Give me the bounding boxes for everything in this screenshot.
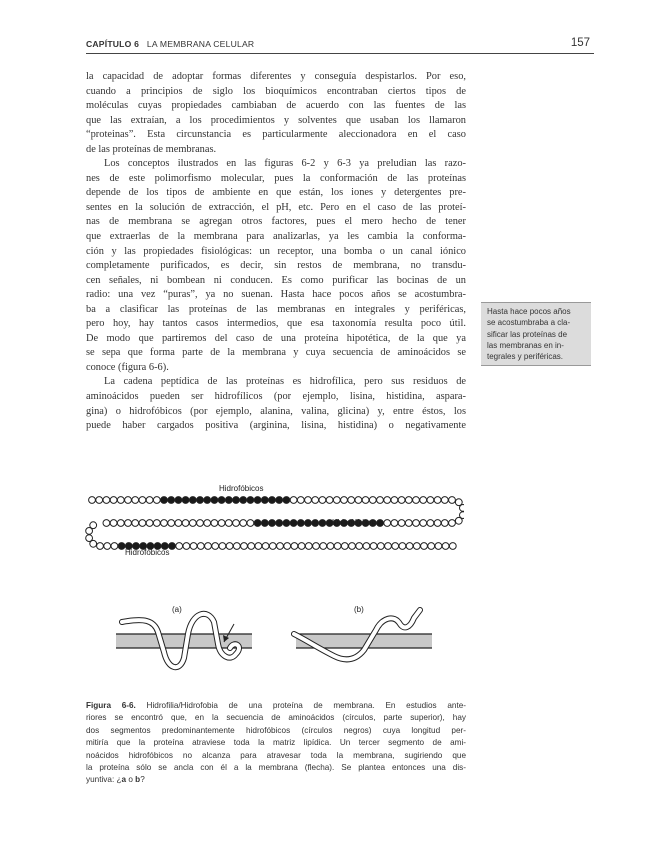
text-line: pero hoy, hay tantos casos intermedios, que esa taxonomía resulta poco útil. (86, 318, 466, 330)
residue (428, 543, 435, 550)
residue (384, 520, 391, 527)
residue (110, 520, 117, 527)
residue (312, 497, 319, 504)
chapter-label: CAPÍTULO 6 (86, 39, 140, 49)
residue (125, 497, 132, 504)
text-line: se sepa que forma parte de la membrana y cuya secuencia de aminoácidos se (86, 347, 466, 359)
hydrophobic-residue (269, 520, 276, 527)
chapter-heading (86, 39, 254, 49)
hydrophobic-residue (211, 497, 218, 504)
residue (398, 497, 405, 504)
residue (298, 543, 305, 550)
text-line: sentes en la solución de extracción, el pH, etc. Pero en el caso de las proteí- (86, 201, 466, 213)
residue (441, 520, 448, 527)
residue (449, 497, 456, 504)
residue (370, 543, 377, 550)
caption-label: Figura 6-6. (86, 701, 136, 710)
panel-b-diagram (294, 610, 432, 659)
residue (369, 497, 376, 504)
hydrophobic-residue (254, 520, 261, 527)
text-line: cuando a principios de siglo los bioquímicos encontraban ciertos tipos de (86, 85, 466, 97)
hydrophobic-residue (118, 543, 125, 550)
panel-a-label: (a) (172, 605, 182, 614)
text-line: Los conceptos ilustrados en las figuras 6-2 y 6-3 ya preludian las razo- (104, 158, 466, 170)
residue (204, 520, 211, 527)
amino-acid-chain (86, 497, 464, 550)
caption-question-prefix: yuntiva: ¿ (86, 775, 122, 785)
hydrophobic-residue (182, 497, 189, 504)
margin-note-line: las membranas en in- (487, 340, 564, 350)
residue (269, 543, 276, 550)
residue (86, 528, 93, 535)
caption-line: la proteína sólo se ancla con él a la membrana (flecha). Se plantea entonces una dis- (86, 763, 466, 773)
hydrophobic-residue (233, 497, 240, 504)
option-b: b (135, 775, 141, 785)
caption-text: Hidrofilia/Hidrofobia de una proteína de membrana. En estudios ante- (146, 701, 466, 710)
residue (297, 497, 304, 504)
residue (117, 497, 124, 504)
residue (355, 497, 362, 504)
hydrophobic-label-bottom: Hidrofóbicos (125, 548, 170, 557)
text-line: ción y las propiedades fisiológicas: un receptor, una bomba o un canal iónico (86, 245, 466, 257)
residue (212, 543, 219, 550)
caption-question-end: ? (140, 775, 145, 785)
figure-caption (86, 700, 466, 787)
hydrophobic-residue (261, 497, 268, 504)
residue (197, 543, 204, 550)
margin-note (481, 302, 591, 366)
hydrophobic-residue (168, 497, 175, 504)
caption-line: noácidos hidrofóbicos no alcanza para atravesar toda la membrana, sugiriendo que (86, 750, 466, 760)
hydrophobic-residue (276, 497, 283, 504)
hydrophobic-residue (283, 497, 290, 504)
hydrophobic-residue (161, 497, 168, 504)
page-number: 157 (570, 37, 590, 49)
residue (391, 520, 398, 527)
panel-a-diagram (116, 614, 252, 667)
hydrophobic-residue (297, 520, 304, 527)
residue (104, 543, 111, 550)
text-line: moléculas cuyas propiedades cambiaban de acuerdo con las fuentes de las (86, 100, 466, 112)
hydrophobic-residue (377, 520, 384, 527)
running-header (86, 37, 594, 53)
residue (405, 520, 412, 527)
residue (146, 520, 153, 527)
residue (284, 543, 291, 550)
hydrophobic-residue (283, 520, 290, 527)
text-line: ba a clasificar las proteínas de las membranas en integrales y periféricas, (86, 303, 466, 315)
margin-note-line: tegrales y periféricas. (487, 352, 564, 362)
caption-line: mitiría que la proteína atraviese toda la matriz lipídica. Un tercer segmento de ami- (86, 738, 466, 748)
hydrophobic-label-middle: Hidrofóbicos (332, 518, 377, 527)
residue (96, 497, 103, 504)
residue (449, 543, 456, 550)
residue (139, 520, 146, 527)
residue (183, 543, 190, 550)
residue (277, 543, 284, 550)
hydrophobic-residue (197, 497, 204, 504)
residue (240, 520, 247, 527)
hydrophobic-label-top: Hidrofóbicos (219, 484, 264, 493)
hydrophobic-residue (305, 520, 312, 527)
residue (326, 497, 333, 504)
text-line: conoce (figura 6-6). (86, 361, 169, 373)
text-line: la capacidad de adoptar formas diferentes y conseguía despistarlos. Por eso, (86, 71, 466, 82)
caption-line: dos segmentos predominantemente hidrofóbicos (círculos negros) cuya longitud per- (86, 725, 466, 735)
text-line: de las proteínas de membranas. (86, 143, 217, 155)
residue (460, 505, 465, 512)
residue (320, 543, 327, 550)
residue (103, 520, 110, 527)
residue (319, 497, 326, 504)
residue (226, 543, 233, 550)
residue (103, 497, 110, 504)
text-line: puede haber cargados positiva (arginina, lisina, histidina) o negativamente (86, 420, 466, 432)
text-line: completamente purificados, es decir, sin restos de membrana, no transdu- (86, 260, 466, 272)
residue (211, 520, 218, 527)
residue (413, 497, 420, 504)
residue (219, 543, 226, 550)
text-line: que las extraían, a los procedimientos y solventes que usaban los llamaron (86, 114, 466, 126)
text-line: nas de membrana se agregan otros factores, pues el mero hecho de tener (86, 216, 466, 228)
residue (182, 520, 189, 527)
margin-note-line: sificar las proteínas de (487, 329, 568, 339)
residue (341, 543, 348, 550)
caption-line (86, 774, 466, 786)
text-line: La cadena peptídica de las proteínas es hidrofílica, pero sus residuos de (104, 376, 466, 388)
residue (189, 520, 196, 527)
residue (125, 520, 132, 527)
residue (153, 497, 160, 504)
residue (442, 543, 449, 550)
text-line: gina) o hidrofóbicos (por ejemplo, alanina, valina, glicina) y, entre éstos, los (86, 405, 466, 417)
text-line: “proteinas”. Esta circunstancia es particularmente aleccionadora en el caso (86, 129, 466, 141)
residue (427, 497, 434, 504)
residue (205, 543, 212, 550)
residue (175, 520, 182, 527)
text-line: nes de este polimorfismo molecular, pues la conformación de las proteínas (86, 172, 466, 184)
text-line: radio: una vez “puras”, ya no suenan. Hasta hace pocos años se acostumbra- (86, 289, 466, 301)
hydrophobic-residue (225, 497, 232, 504)
residue (363, 543, 370, 550)
header-rule (86, 53, 594, 54)
residue (190, 543, 197, 550)
hydrophobic-residue (218, 497, 225, 504)
hydrophobic-residue (204, 497, 211, 504)
residue (248, 543, 255, 550)
residue (434, 520, 441, 527)
hydrophobic-residue (312, 520, 319, 527)
text-line: aminoácidos pueden ser hidrofílicos (por ejemplo, lisina, histidina, aspara- (86, 391, 466, 403)
hydrophobic-residue (319, 520, 326, 527)
residue (225, 520, 232, 527)
residue (398, 520, 405, 527)
residue (334, 543, 341, 550)
residue (391, 497, 398, 504)
residue (111, 543, 118, 550)
residue (146, 497, 153, 504)
residue (420, 497, 427, 504)
residue (97, 543, 104, 550)
residue (362, 497, 369, 504)
margin-note-line: Hasta hace pocos años (487, 307, 571, 316)
text-line: cen señales, ni bombean ni conducen. Es como purificar las bocinas de un (86, 274, 466, 286)
residue (421, 543, 428, 550)
residue (218, 520, 225, 527)
residue (406, 543, 413, 550)
hydrophobic-residue (189, 497, 196, 504)
residue (413, 543, 420, 550)
residue (341, 497, 348, 504)
residue (449, 520, 456, 527)
residue (392, 543, 399, 550)
hydrophobic-residue (290, 520, 297, 527)
residue (427, 520, 434, 527)
residue (176, 543, 183, 550)
paragraph-2 (86, 157, 466, 375)
residue (348, 497, 355, 504)
residue (305, 543, 312, 550)
residue (89, 497, 96, 504)
residue (291, 543, 298, 550)
residue (197, 520, 204, 527)
residue (385, 543, 392, 550)
residue (305, 497, 312, 504)
residue (247, 520, 254, 527)
residue (90, 540, 97, 547)
residue (333, 497, 340, 504)
residue (455, 517, 462, 524)
residue (110, 497, 117, 504)
option-conjunction: o (126, 775, 136, 785)
residue (132, 520, 139, 527)
residue (384, 497, 391, 504)
residue (153, 520, 160, 527)
panel-b-label: (b) (354, 605, 364, 614)
residue (377, 497, 384, 504)
residue (441, 497, 448, 504)
residue (327, 543, 334, 550)
residue (262, 543, 269, 550)
caption-line: riores se encontró que, en la secuencia de aminoácidos (círculos, parte superior), hay (86, 713, 466, 723)
hydrophobic-residue (269, 497, 276, 504)
residue (420, 520, 427, 527)
residue (233, 520, 240, 527)
residue (255, 543, 262, 550)
residue (168, 520, 175, 527)
residue (405, 497, 412, 504)
paragraph-3 (86, 375, 466, 433)
residue (356, 543, 363, 550)
residue (435, 543, 442, 550)
option-a: a (121, 775, 127, 785)
residue (434, 497, 441, 504)
chapter-title: LA MEMBRANA CELULAR (146, 39, 255, 49)
hydrophobic-residue (240, 497, 247, 504)
hydrophobic-residue (254, 497, 261, 504)
residue (413, 520, 420, 527)
body-text (86, 70, 466, 434)
hydrophobic-residue (276, 520, 283, 527)
residue (233, 543, 240, 550)
residue (349, 543, 356, 550)
text-line: De modo que partiremos del caso de una proteína hipotética, de la que ya (86, 332, 466, 344)
residue (377, 543, 384, 550)
residue (241, 543, 248, 550)
paragraph-1 (86, 70, 466, 157)
residue (117, 520, 124, 527)
caption-line (86, 700, 466, 712)
hydrophobic-residue (247, 497, 254, 504)
residue (313, 543, 320, 550)
residue (290, 497, 297, 504)
hydrophobic-residue (261, 520, 268, 527)
residue (132, 497, 139, 504)
text-line: que extraerlas de la membrana para analizarlas, ya les cambia la conforma- (86, 231, 466, 243)
hydrophobic-residue (175, 497, 182, 504)
figure-6-6 (84, 472, 464, 687)
text-line: depende de los tipos de ambiente en que están, los iones y detergentes pre- (86, 187, 466, 199)
residue (161, 520, 168, 527)
hydrophobic-residue (169, 543, 176, 550)
residue (139, 497, 146, 504)
margin-note-line: se acostumbraba a cla- (487, 318, 571, 328)
residue (399, 543, 406, 550)
